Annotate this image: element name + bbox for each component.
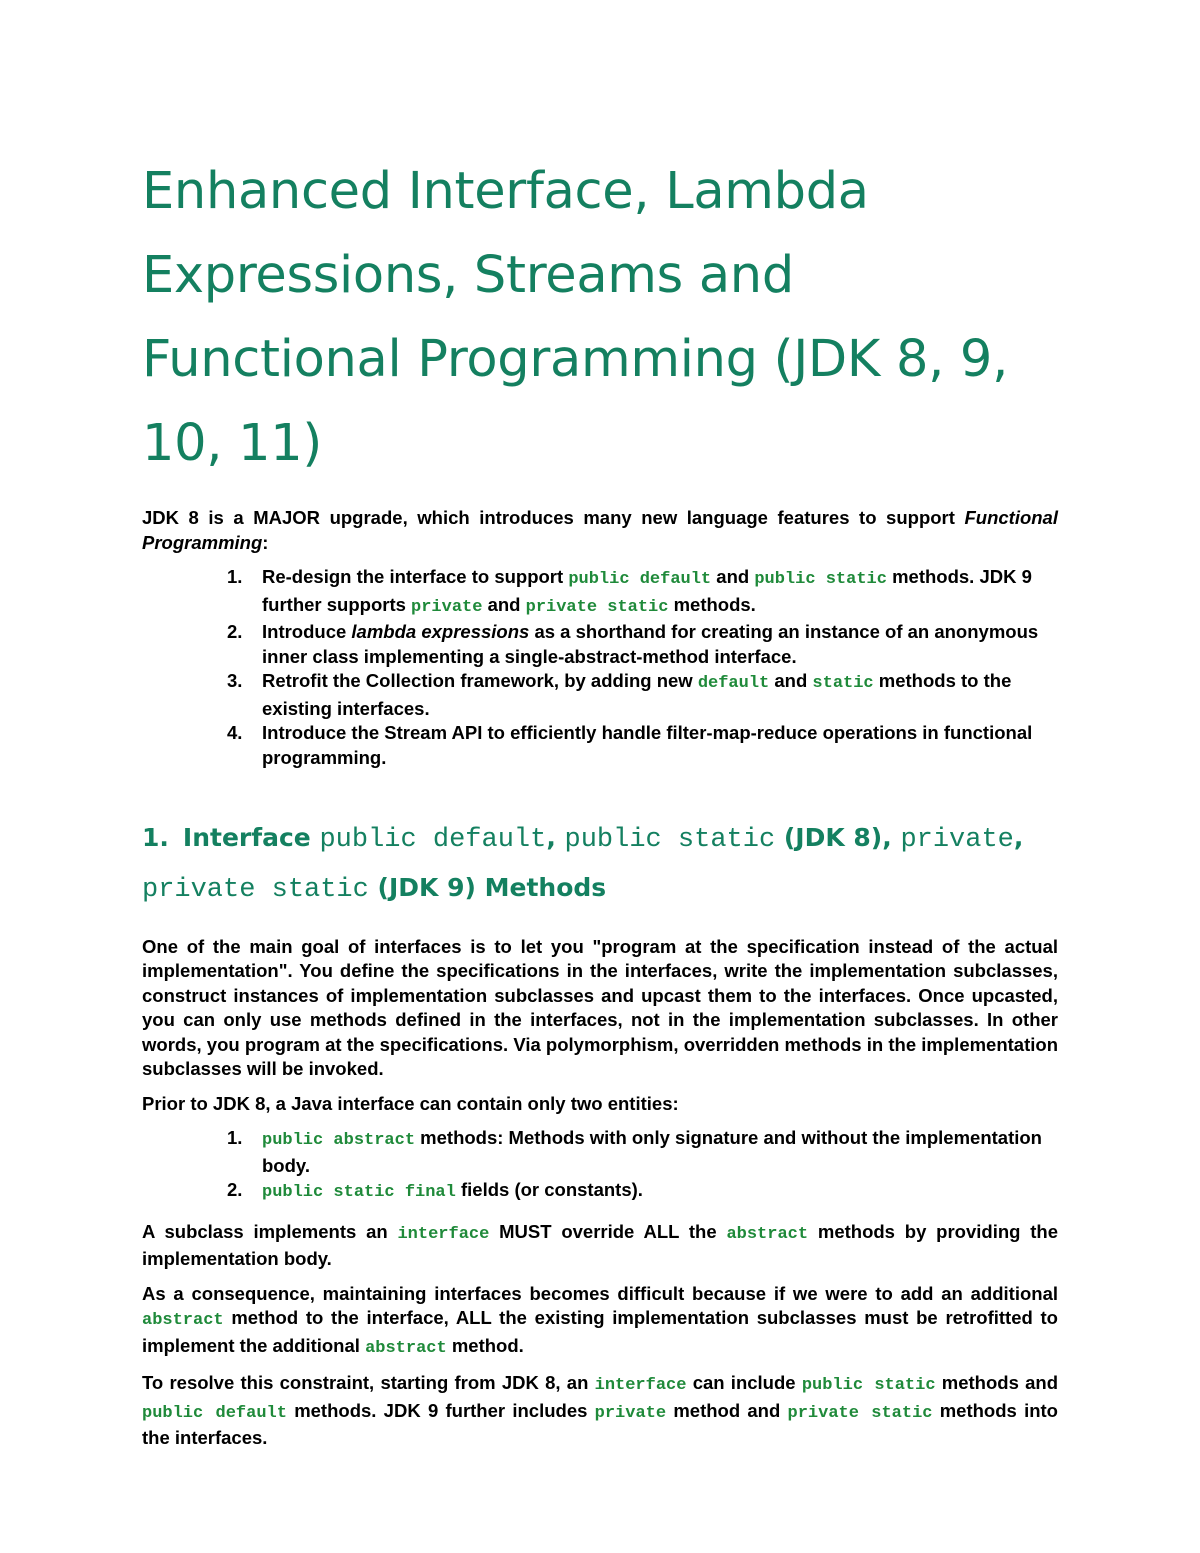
inline-code: public static — [754, 570, 887, 589]
intro-colon: : — [262, 531, 269, 553]
list-text: and — [769, 670, 813, 691]
para-text: To resolve this constraint, starting from JDK 8, an — [142, 1372, 595, 1394]
inline-code: interface — [594, 1376, 687, 1396]
para-text: method and — [666, 1399, 788, 1421]
list-item — [142, 565, 1058, 620]
heading-text: Interface — [182, 823, 320, 852]
section-number: 1. — [142, 823, 169, 852]
inline-code: default — [697, 674, 770, 693]
list-text: methods to the existing interfaces. — [262, 670, 1012, 719]
intro-emphasis: Functional Programming — [142, 507, 1058, 553]
heading-code: public default — [319, 825, 547, 855]
heading-text: (JDK 8), — [775, 823, 901, 852]
body-paragraph — [142, 1371, 1058, 1451]
inline-code: abstract — [365, 1338, 447, 1358]
para-text: As a consequence, maintaining interfaces becomes difficult because if we were to add an additional — [142, 1282, 1058, 1304]
list-item — [142, 1126, 1058, 1178]
inline-code: abstract — [142, 1311, 224, 1331]
para-text: method. — [446, 1334, 524, 1356]
list-item — [142, 669, 1058, 721]
para-text: can include — [686, 1372, 802, 1394]
list-text: methods: Methods with only signature and without the implementation body. — [262, 1127, 1042, 1176]
inline-code: static — [812, 674, 874, 693]
para-text: MUST override ALL the — [489, 1220, 727, 1242]
body-paragraph: One of the main goal of interfaces is to let you "program at the specification instead of the actual implementation". You define the specifications in the interfaces, write the implementation subclasses, construct instances of implementation subclasses and upcast them to the interfaces. Once upcasted, you can only use methods defined in the interfaces, not in the implementation subclasses. In other words, you program at the specifications. Via polymorphism, overridden methods in the implementation subclasses will be invoked. — [142, 935, 1058, 1080]
intro-paragraph — [142, 506, 1058, 555]
inline-code: abstract — [726, 1224, 809, 1244]
body-paragraph — [142, 1282, 1058, 1362]
inline-code: private static — [787, 1403, 933, 1423]
inline-code: public default — [142, 1403, 287, 1423]
inline-code: public abstract — [262, 1131, 416, 1151]
inline-code: public static — [801, 1376, 936, 1396]
body-paragraph: Prior to JDK 8, a Java interface can contain only two entities: — [142, 1092, 679, 1114]
list-number: 2. — [227, 1179, 243, 1201]
inline-code: private static — [525, 597, 669, 617]
document-page — [142, 150, 1058, 1451]
list-text: Re-design the interface to support — [262, 566, 569, 587]
list-item — [142, 1178, 1058, 1206]
para-text: method to the interface, ALL the existing implementation subclasses must be retrofitted to implement the additional — [142, 1307, 1058, 1356]
heading-code: private static — [142, 875, 369, 905]
list-text: methods. — [668, 593, 756, 615]
heading-text: , — [1013, 823, 1024, 852]
para-text: methods. JDK 9 further includes — [286, 1399, 595, 1421]
list-text: and — [711, 566, 755, 587]
inline-code: private — [594, 1403, 667, 1423]
list-text: and — [482, 593, 526, 615]
list-text: Introduce — [262, 621, 352, 642]
inline-code: interface — [397, 1224, 490, 1244]
heading-code: private — [900, 825, 1014, 855]
heading-code: public static — [564, 825, 776, 855]
features-list — [142, 565, 1058, 770]
list-number: 2. — [227, 621, 243, 642]
list-number: 4. — [227, 722, 243, 743]
list-item — [142, 620, 1058, 669]
para-text: methods by providing the implementation body. — [142, 1220, 1058, 1270]
list-text: as a shorthand for creating an instance of an anonymous inner class implementing a single-abstract-method interface. — [262, 621, 1039, 667]
list-number: 3. — [227, 670, 243, 691]
list-number: 1. — [227, 1127, 243, 1149]
entities-list — [142, 1126, 1058, 1206]
heading-text: , — [546, 823, 565, 852]
body-paragraph — [142, 1220, 1058, 1272]
para-text: A subclass implements an — [142, 1220, 398, 1242]
inline-code: public static final — [262, 1183, 456, 1203]
para-text: methods into the interfaces. — [142, 1399, 1058, 1449]
list-emphasis: lambda expressions — [351, 621, 530, 642]
list-number: 1. — [227, 566, 243, 587]
section-heading — [142, 814, 1058, 914]
list-text: methods. JDK 9 further supports — [262, 566, 1032, 615]
list-text: Retrofit the Collection framework, by adding new — [262, 670, 698, 691]
list-item — [142, 721, 1058, 770]
page-title: Enhanced Interface, Lambda Expressions, Streams and Functional Programming (JDK 8, 9, 10, 11) — [142, 162, 1008, 473]
list-text: Introduce the Stream API to efficiently handle filter-map-reduce operations in functional programming. — [262, 722, 1033, 768]
inline-code: public default — [568, 570, 712, 589]
heading-text: (JDK 9) Methods — [368, 873, 607, 902]
inline-code: private — [411, 597, 483, 617]
para-text: methods and — [935, 1372, 1059, 1394]
list-text: fields (or constants). — [455, 1179, 643, 1201]
intro-text: JDK 8 is a MAJOR upgrade, which introduces many new language features to support — [142, 507, 965, 528]
